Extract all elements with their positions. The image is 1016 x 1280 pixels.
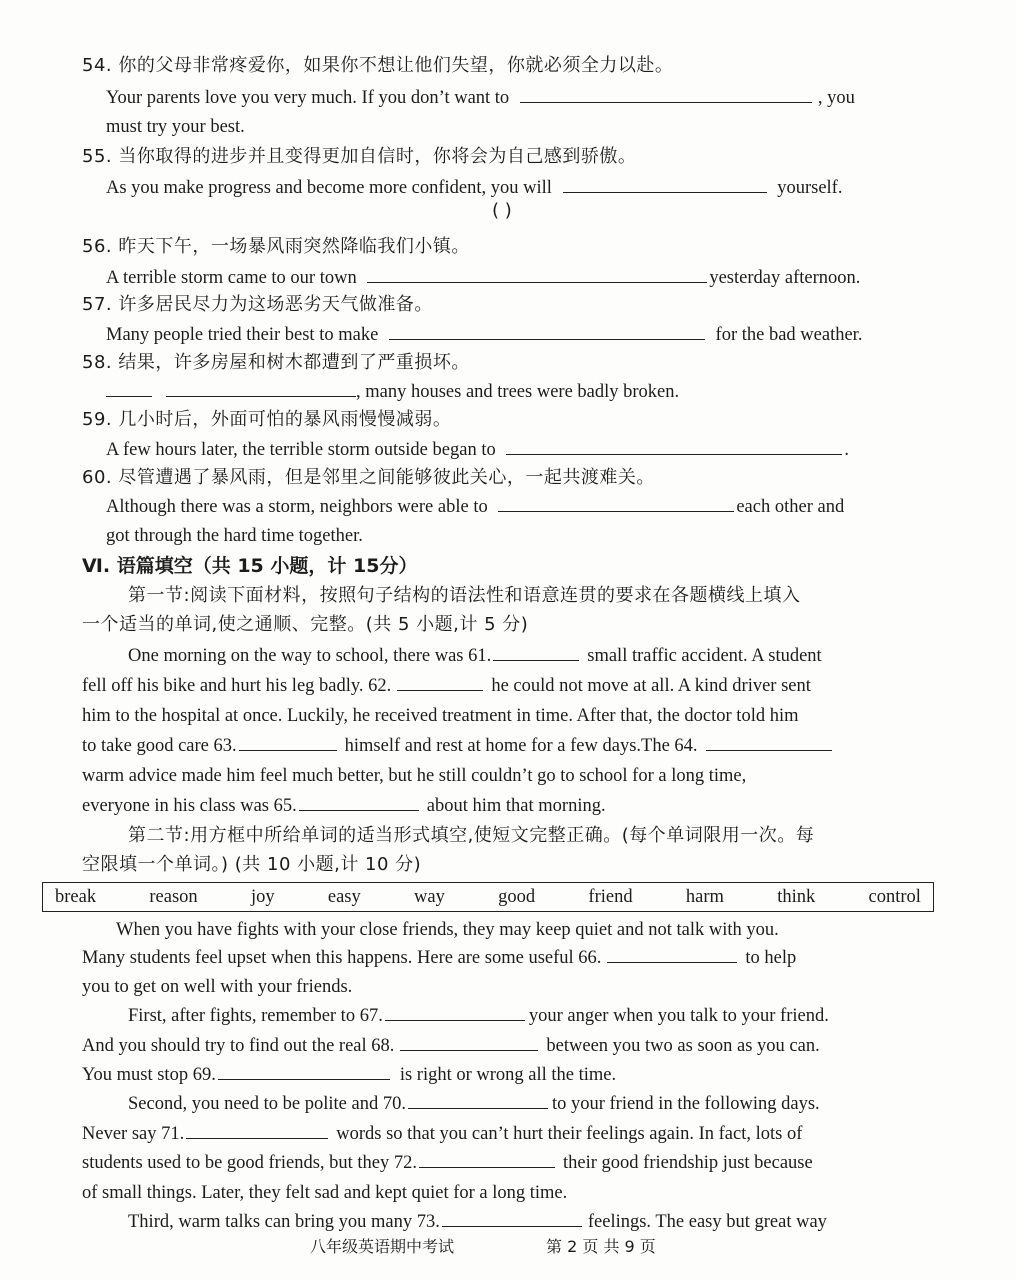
word-box-item: break (55, 886, 97, 907)
passage2-l9-text-b: their good friendship just because (563, 1153, 813, 1173)
q56-text-before: A terrible storm came to our town (106, 268, 357, 288)
passage1-l2-text-b: he could not move at all. A kind driver sent (491, 676, 811, 696)
blank-71[interactable] (186, 1120, 328, 1139)
q58-english (106, 378, 679, 406)
passage2-l4-text-a: First, after fights, remember to 67. (128, 1006, 383, 1026)
word-box-item: joy (250, 886, 275, 907)
q60-chinese: 60. 尽管遭遇了暴风雨，但是邻里之间能够彼此关心，一起共渡难关。 (82, 467, 655, 488)
q59-blank[interactable] (506, 436, 842, 455)
blank-73[interactable] (442, 1208, 582, 1227)
q59-text-after: . (844, 440, 849, 460)
q60-text-after: each other and (736, 497, 845, 517)
passage1-line5: warm advice made him feel much better, but he still couldn’t go to school for a long time, (82, 766, 747, 786)
q55-text-after: yourself. (777, 178, 843, 198)
blank-62[interactable] (397, 672, 483, 691)
q57-chinese: 57. 许多居民尽力为这场恶劣天气做准备。 (82, 294, 433, 315)
passage2-l11-text-a: Third, warm talks can bring you many 73. (128, 1212, 440, 1232)
passage2-line6 (82, 1061, 616, 1089)
passage1-l2-text-a: fell off his bike and hurt his leg badly. 62. (82, 676, 392, 696)
passage2-line11 (128, 1208, 827, 1236)
q56-english (106, 264, 860, 292)
passage2-line5 (82, 1032, 820, 1060)
passage2-line3: you to get on well with your friends. (82, 977, 353, 997)
q54-text-after: , you (817, 88, 855, 108)
passage1-line2 (82, 672, 811, 700)
passage2-l5-text-b: between you two as soon as you can. (546, 1036, 820, 1056)
q60-blank[interactable] (498, 493, 734, 512)
passage1-line3: him to the hospital at once. Luckily, he received treatment in time. After that, the doctor told him (82, 706, 799, 726)
footer-exam-title: 八年级英语期中考试 (310, 1237, 455, 1256)
part1-instruction-a: 第一节:阅读下面材料，按照句子结构的语法性和语意连贯的要求在各题横线上填入 (128, 585, 801, 606)
part2-instruction-b: 空限填一个单词。) (共 10 小题,计 10 分) (82, 854, 422, 875)
passage2-line9 (82, 1149, 813, 1177)
passage2-l6-text-b: is right or wrong all the time. (399, 1065, 617, 1085)
passage2-l8-text-b: words so that you can’t hurt their feelings again. In fact, lots of (336, 1124, 803, 1144)
q57-text-before: Many people tried their best to make (106, 325, 379, 345)
passage2-l4-text-b: your anger when you talk to your friend. (528, 1006, 829, 1026)
blank-67[interactable] (385, 1002, 525, 1021)
word-box-item: friend (588, 886, 633, 907)
q58-blank-1[interactable] (106, 378, 152, 397)
q56-chinese: 56. 昨天下午，一场暴风雨突然降临我们小镇。 (82, 236, 470, 257)
passage2-line8 (82, 1120, 802, 1148)
q55-blank[interactable] (563, 174, 767, 193)
q55-text-before: As you make progress and become more confident, you will (106, 178, 552, 198)
q57-text-after: for the bad weather. (715, 325, 863, 345)
passage2-l11-text-b: feelings. The easy but great way (587, 1212, 827, 1232)
passage1-line1 (128, 642, 822, 670)
passage1-l6-text-b: about him that morning. (426, 796, 606, 816)
passage2-line4 (128, 1002, 829, 1030)
q56-blank[interactable] (367, 264, 707, 283)
q59-chinese: 59. 几小时后，外面可怕的暴风雨慢慢减弱。 (82, 409, 452, 430)
passage1-l1-text-a: One morning on the way to school, there was 61. (128, 646, 492, 666)
passage2-l2-text-b: to help (745, 948, 797, 968)
blank-72[interactable] (419, 1149, 555, 1168)
q56-text-after: yesterday afternoon. (709, 268, 861, 288)
blank-63[interactable] (239, 732, 337, 751)
blank-65[interactable] (299, 792, 419, 811)
passage2-l7-text-b: to your friend in the following days. (551, 1094, 820, 1114)
passage1-l1-text-b: small traffic accident. A student (587, 646, 822, 666)
passage1-l4-text-a: to take good care 63. (82, 736, 237, 756)
word-box-item: harm (685, 886, 724, 907)
passage2-line2 (82, 944, 796, 972)
q54-english (106, 84, 855, 112)
q55-answer-parentheses: ( ) (492, 200, 512, 221)
passage2-l5-text-a: And you should try to find out the real 68. (82, 1036, 395, 1056)
blank-64[interactable] (706, 732, 832, 751)
q58-chinese: 58. 结果，许多房屋和树木都遭到了严重损坏。 (82, 352, 470, 373)
blank-69[interactable] (218, 1061, 390, 1080)
q59-english (106, 436, 849, 464)
passage2-l9-text-a: students used to be good friends, but they 72. (82, 1153, 418, 1173)
passage2-l6-text-a: You must stop 69. (82, 1065, 216, 1085)
part2-instruction-a: 第二节:用方框中所给单词的适当形式填空,使短文完整正确。(每个单词限用一次。每 (128, 825, 815, 846)
q54-blank[interactable] (520, 84, 812, 103)
passage1-l6-text-a: everyone in his class was 65. (82, 796, 297, 816)
word-box (42, 882, 934, 912)
blank-68[interactable] (400, 1032, 538, 1051)
passage1-line4 (82, 732, 832, 760)
blank-66[interactable] (607, 944, 737, 963)
q58-text-after: , many houses and trees were badly broken. (356, 382, 680, 402)
q60-english (106, 493, 844, 521)
q58-blank-2[interactable] (166, 378, 356, 397)
word-box-item: control (868, 886, 921, 907)
blank-61[interactable] (493, 642, 579, 661)
q54-chinese: 54. 你的父母非常疼爱你，如果你不想让他们失望，你就必须全力以赴。 (82, 55, 674, 76)
q57-blank[interactable] (389, 321, 705, 340)
section-6-heading: Ⅵ. 语篇填空（共 15 小题，计 15分） (82, 555, 418, 577)
q60-text-before: Although there was a storm, neighbors were able to (106, 497, 488, 517)
passage2-line1: When you have fights with your close friends, they may keep quiet and not talk with you. (116, 920, 779, 940)
passage2-l8-text-a: Never say 71. (82, 1124, 185, 1144)
word-box-item: reason (149, 886, 198, 907)
passage2-l2-text-a: Many students feel upset when this happens. Here are some useful 66. (82, 948, 602, 968)
passage2-line10: of small things. Later, they felt sad and kept quiet for a long time. (82, 1183, 568, 1203)
q60-english-cont: got through the hard time together. (106, 526, 363, 546)
passage1-line6 (82, 792, 606, 820)
q57-english (106, 321, 862, 349)
passage2-l7-text-a: Second, you need to be polite and 70. (128, 1094, 406, 1114)
blank-70[interactable] (408, 1090, 548, 1109)
word-box-item: think (777, 886, 816, 907)
word-box-item: way (414, 886, 445, 907)
word-box-item: easy (327, 886, 361, 907)
footer-page-number: 第 2 页 共 9 页 (546, 1237, 656, 1256)
passage1-l4-text-b: himself and rest at home for a few days.The 64. (344, 736, 698, 756)
part1-instruction-b: 一个适当的单词,使之通顺、完整。(共 5 小题,计 5 分) (82, 614, 529, 635)
q59-text-before: A few hours later, the terrible storm outside began to (106, 440, 496, 460)
q54-text-before: Your parents love you very much. If you don’t want to (106, 88, 510, 108)
word-box-item: good (498, 886, 536, 907)
q55-chinese: 55. 当你取得的进步并且变得更加自信时，你将会为自己感到骄傲。 (82, 146, 637, 167)
passage2-line7 (128, 1090, 820, 1118)
q55-english (106, 174, 842, 202)
q54-english-cont: must try your best. (106, 117, 245, 137)
